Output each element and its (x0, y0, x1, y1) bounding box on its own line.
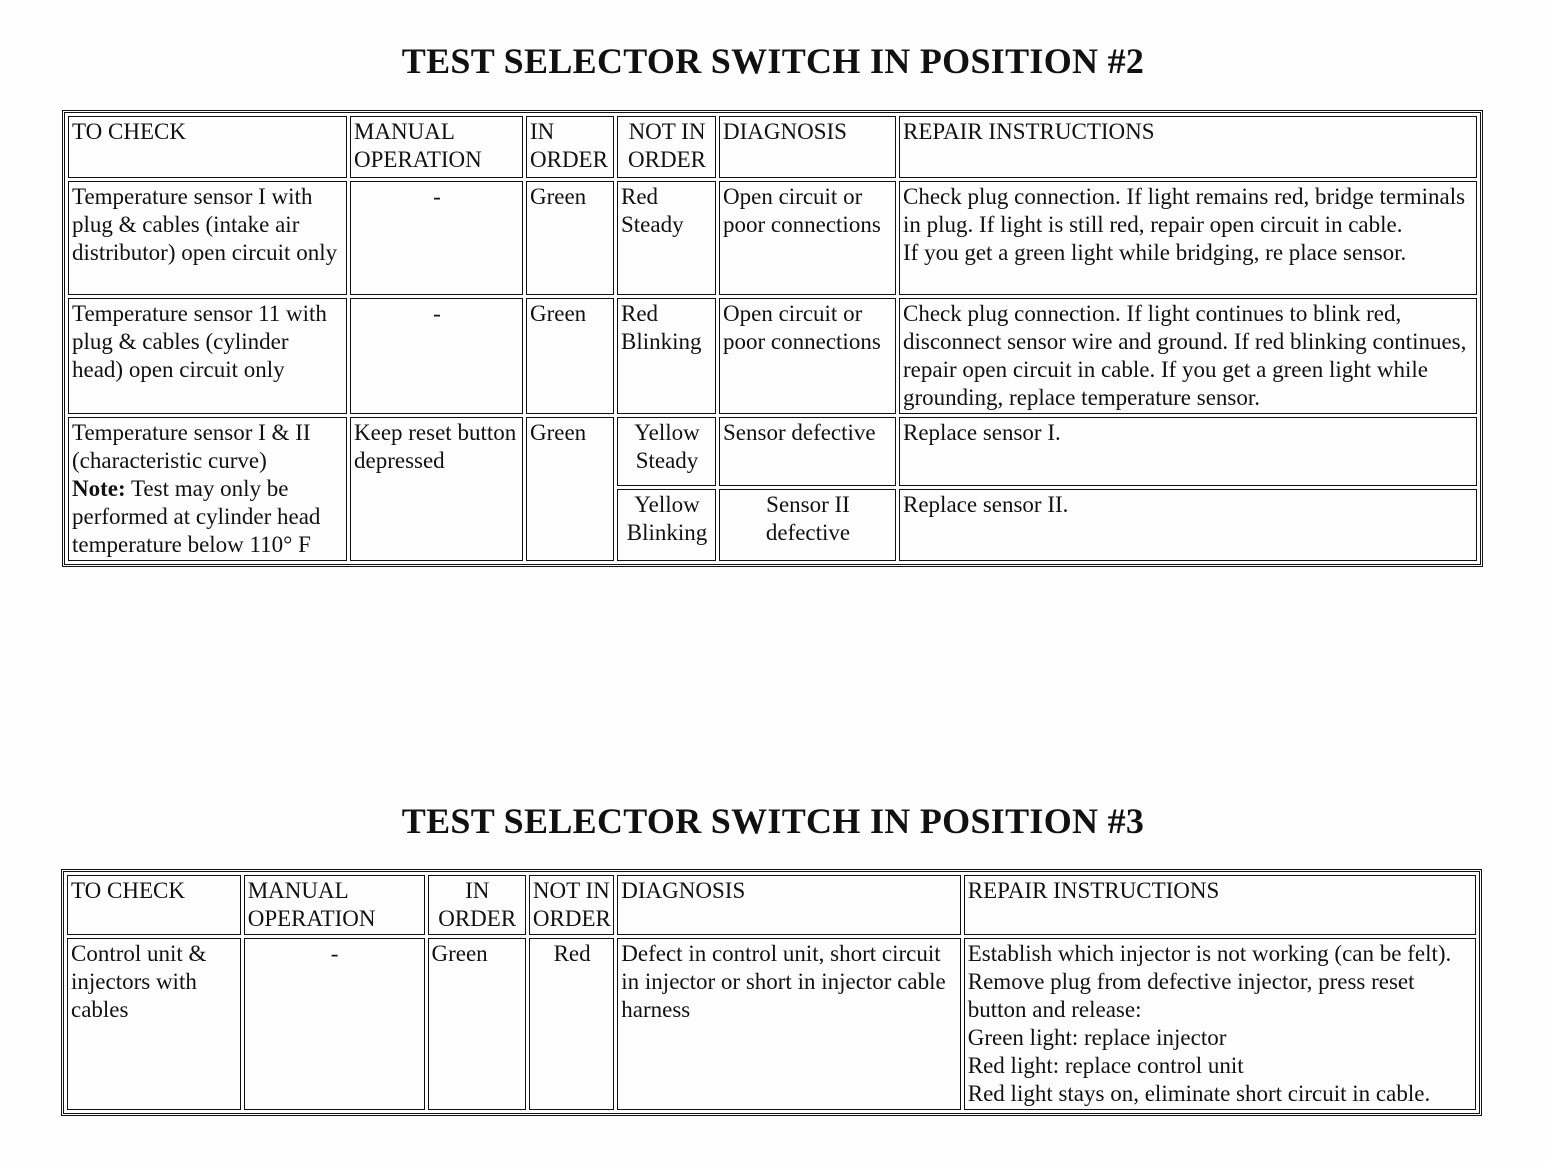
header-not-in-order: NOT IN ORDER (617, 116, 716, 178)
diagnosis-cell: Open circuit or poor connections (719, 181, 896, 295)
repair-instructions-cell (964, 938, 1476, 1110)
not-in-order-cell: Yellow Blinking (617, 489, 716, 561)
repair-text: Establish which injector is not working (can be felt). Remove plug from defective injector, press reset button and release: (967, 941, 1452, 1022)
note-label: Note: (72, 476, 126, 501)
header-diagnosis: DIAGNOSIS (719, 116, 896, 178)
diagnosis-cell: Sensor defective (719, 417, 896, 486)
not-in-order-cell: Yellow Steady (617, 417, 716, 486)
header-manual-operation: MANUAL OPERATION (350, 116, 523, 178)
manual-operation-cell: - (350, 181, 523, 295)
section-title-position-2: TEST SELECTOR SWITCH IN POSITION #2 (401, 41, 1145, 81)
not-in-order-cell: Red Steady (617, 181, 716, 295)
header-not-in-order: NOT IN ORDER (529, 875, 614, 935)
header-repair-instructions: REPAIR INSTRUCTIONS (964, 875, 1476, 935)
repair-text: Green light: replace injector (967, 1025, 1227, 1050)
to-check-cell: Control unit & injectors with cables (67, 938, 241, 1110)
repair-text: If you get a green light while bridging, re place sensor. (903, 240, 1407, 265)
diagnosis-cell: Open circuit or poor connections (719, 298, 896, 414)
diagnosis-cell: Defect in control unit, short circuit in injector or short in injector cable harness (617, 938, 960, 1110)
in-order-cell: Green (526, 298, 614, 414)
to-check-cell: Temperature sensor I with plug & cables (intake air distributor) open circuit only (68, 181, 347, 295)
header-in-order: IN ORDER (428, 875, 526, 935)
table-header-row (67, 875, 1476, 935)
to-check-cell: Temperature sensor 11 with plug & cables (cylinder head) open circuit only (68, 298, 347, 414)
header-to-check: TO CHECK (67, 875, 241, 935)
to-check-cell (68, 417, 347, 561)
section-title-position-3: TEST SELECTOR SWITCH IN POSITION #3 (401, 801, 1145, 841)
manual-operation-cell: Keep reset button depressed (350, 417, 523, 561)
table-row (67, 938, 1476, 1110)
header-in-order: IN ORDER (526, 116, 614, 178)
diagnosis-cell: Sensor II defective (719, 489, 896, 561)
not-in-order-cell: Red Blinking (617, 298, 716, 414)
header-repair-instructions: REPAIR INSTRUCTIONS (899, 116, 1477, 178)
manual-operation-cell: - (350, 298, 523, 414)
diagnostic-table-position-2 (62, 110, 1483, 567)
table-row (68, 417, 1477, 486)
table-row (68, 181, 1477, 295)
in-order-cell: Green (428, 938, 526, 1110)
table-header-row (68, 116, 1477, 178)
repair-instructions-cell: Replace sensor II. (899, 489, 1477, 561)
header-manual-operation: MANUAL OPERATION (244, 875, 425, 935)
note-text: Test may only be performed at cylinder head temperature below 110° F (72, 476, 321, 557)
diagnostic-table-position-3 (61, 869, 1482, 1116)
header-diagnosis: DIAGNOSIS (617, 875, 960, 935)
not-in-order-cell: Red (529, 938, 614, 1110)
repair-text: Red light: replace control unit (967, 1053, 1244, 1078)
to-check-text: Temperature sensor I & II (characteristic curve) (72, 420, 311, 473)
in-order-cell: Green (526, 417, 614, 561)
repair-instructions-cell: Replace sensor I. (899, 417, 1477, 486)
repair-instructions-cell: Check plug connection. If light continues to blink red, disconnect sensor wire and ground. If red blinking continues, repair open circuit in cable. If you get a green light while grounding, replace temperature sensor. (899, 298, 1477, 414)
header-to-check: TO CHECK (68, 116, 347, 178)
repair-instructions-cell (899, 181, 1477, 295)
table-row (68, 298, 1477, 414)
repair-text: Red light stays on, eliminate short circuit in cable. (967, 1081, 1431, 1106)
in-order-cell: Green (526, 181, 614, 295)
manual-operation-cell: - (244, 938, 425, 1110)
repair-text: Check plug connection. If light remains red, bridge terminals in plug. If light is still red, repair open circuit in cable. (903, 184, 1466, 237)
